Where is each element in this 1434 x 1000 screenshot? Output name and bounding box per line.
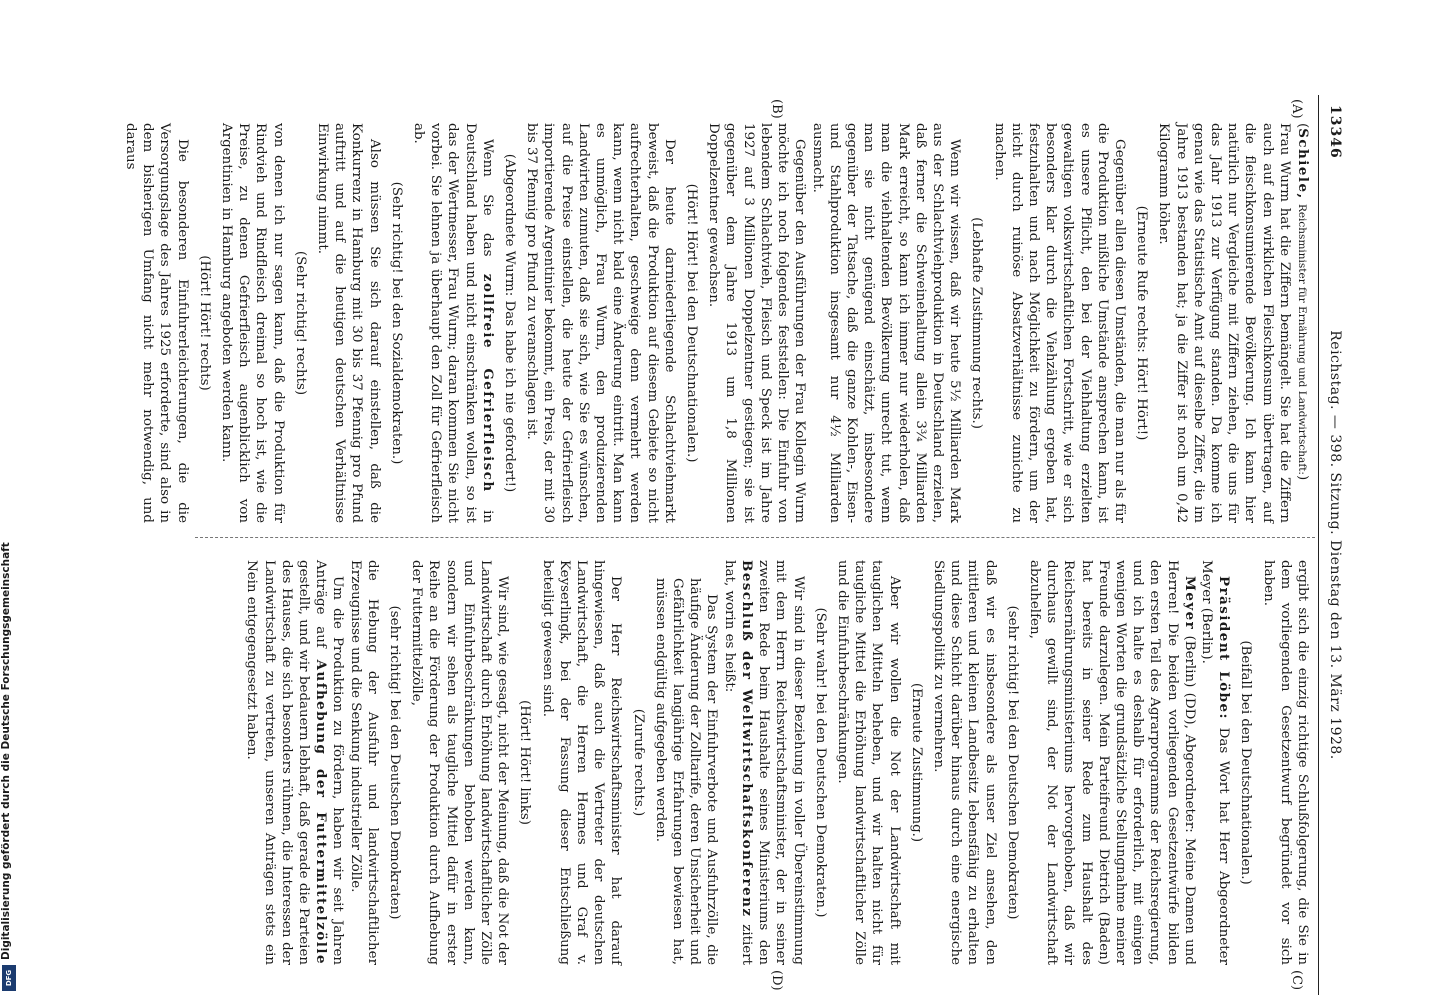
interjection: (Beifall bei den Deutschnationalen.) [1238,640,1254,885]
interjection: (sehr richtig! bei den Deutschen Demokraten) [1004,605,1020,920]
column-divider [195,537,1315,538]
paragraph: Frau Wurm hat die Ziffern bemängelt. Sie hat die Ziffern auch auf den wirklichen Fleischkonsum übertragen, auf die fleischkonsumierende Bevölkerung. Ich kann hier natürlich nur Vergleiche mit Ziffern ziehen, die uns für das Jahr 1913 zur Verfügung standen. Da komme ich genau wie das Statistische Amt auf dieselbe Ziffer, die im Jahre 1913 bestanden hat; ja die Ziffer ist noch um 0,42 Kilogramm höher. [1156,123,1292,523]
speaker-name: Schiele, [1295,128,1311,200]
paragraph: Der heute darniederliegende Schlachtviehmarkt beweist, daß die Produktion auf diesem Gebiete so nicht aufrechterhalten, geschweige denn vermehrt werden kann, wenn nicht bald eine Änderung eintritt. Man kann es unmöglich, Frau Wurm, den produzierenden Landwirten zumuten, daß sie sich, wie Sie es wünschen, auf die Preise einstellen, die heute der Gefrierfleisch importierende Argentinier bekommt, ein Preis, der mit 30 bis 37 Pfennig pro Pfund zu veranschlagen ist. [524,123,677,523]
paragraph: die Hebung der Ausfuhr und landwirtschaftlicher Erzeugnisse und die Senkung industrieller Zölle. [347,560,380,965]
margin-marker-c: (C) [1289,970,1304,991]
paragraph: Wir sind in dieser Beziehung in voller Übereinstimmung mit dem Herrn Reichswirtschaftsminister, der in seiner zweiten Rede beim Haushalte seines Ministeriums den Beschluß der Weltwirtschaftskonferenz zitiert hat, worin es heißt: [721,560,806,966]
page-number: 13346 [1327,105,1343,159]
speaker-line: Meyer (Berlin) (DD), Abgeordneter: Meine Damen und Herren! Die beiden vorliegenden Gesetzentwürfe bilden den ersten Teil des Agrarprogramms der Reichsregierung, und ich halte es deshalb für erforderlich, mit einigen wenigen Worten die grundsätzliche Stellungnahme meiner Freunde darzulegen. Mein Parteifreund Dietrich (Baden) hat bereits in seiner Rede zum Haushalt des Reichsernährungsministeriums hervorgehoben, daß wir durchaus gewillt sind, der Not der Landwirtschaft abzuhelfen, [1026,560,1198,965]
left-column [122,123,1311,523]
interjection: (Hört! Hört! rechts) [196,255,212,391]
paragraph: Gegenüber den Ausführungen der Frau Kollegin Wurm möchte ich noch folgendes feststellen: Die Einfuhr von lebendem Schlachtvieh, Fleisch und Speck ist im Jahre 1927 auf 3 Millionen Doppelzentner gestiegen; sie ist gegenüber dem Jahre 1913 um 1,8 Millionen Doppelzentner gewachsen. [706,123,808,523]
paragraph: Um die Produktion zu fördern, haben wir seit Jahren Anträge auf Aufhebung der Futtermittelzölle gestellt, und wir bedauern lebhaft, daß gerade die Parteien des Hauses, die sich besonders rühmen, die Interessen der Landwirtschaft zu vertreten, unseren Anträgen stets ein Nein entgegengesetzt haben. [244,560,346,965]
interjection: (Erneute Rufe rechts: Hört! Hört!) [1134,205,1150,441]
president-name: Präsident Löbe: [1216,576,1233,720]
paragraph: Gegenüber allen diesen Umständen, die man nur als für die Produktion mißliche Umstände ansprechen kann, ist es unsere Pflicht, den bei der Viehhaltung erzielten gewaltigen volkswirtschaftlichen Fortschritt, wie er sich besonders klar durch die Viehzählung ergeben hat, festzuhalten und nach Möglichkeit zu fördern, um der nicht durch ruinöse Absatzverhältnisse zunichte zu machen. [991,123,1127,523]
paragraph: ergibt sich die einzig richtige Schlußfolgerung, die Sie in dem vorliegenden Gesetzentwurf begründet vor sich haben. [1260,560,1310,965]
quotation: Das System der Einfuhrverbote und Ausfuhrzölle, die häufige Änderung der Zolltarife, deren Unsicherheit und Gefährlichkeit langjährige Erfahrungen bewiesen hat, müssen endgültig aufgegeben werden. [652,578,720,965]
paragraph: Der Herr Reichswirtschaftsminister hat darauf hingewiesen, daß auch die Vertreter der deutschen Landwirtschaft, die Herren Hermes und Graf v. Keyserlingk, bei der Fassung dieser Entschließung beteiligt gewesen sind. [539,560,624,965]
interjection: (Lebhafte Zustimmung rechts.) [969,217,985,429]
paragraph: Wenn wir wissen, daß wir heute 5½ Milliarden Mark aus der Schlachtviehproduktion in Deutschland erzielen, daß ferner die Schweinehaltung allein 3¾ Milliarden Mark erreicht, so kann ich immer nur wiederholen, daß man die viehhaltenden Bevölkerung unrecht tut, wenn man sie nicht genügend einschätzt, insbesondere gegenüber der Tatsache, daß die ganze Kohlen-, Eisen- und Stahlproduktion insgesamt nur 4½ Milliarden ausmacht. [809,123,963,523]
margin-marker-b: (B) [769,99,784,119]
paragraph: Wir sind, wie gesagt, nicht der Meinung, daß die Not der Landwirtschaft durch Erhöhung landwirtschaftlicher Zölle und Einfuhrbeschränkungen behoben werden kann, sondern wir sehen als taugliche Mittel dafür in erster Reihe an die Förderung der Produktion durch Aufhebung der Futtermittelzölle, [409,560,511,965]
interjection: (Hört! Hört! links) [517,700,533,825]
interjection: (Zurufe rechts.) [630,708,646,817]
interjection: (Erneute Zustimmung.) [908,682,924,843]
emphasis: Aufhebung der Futtermittelzölle [313,659,330,965]
emphasis: zollfreie Gefrierfleisch [479,273,496,493]
emphasis: Beschluß der Weltwirtschaftskonferenz [738,560,755,918]
interjection: (Sehr richtig! rechts) [292,250,308,396]
paragraph: von denen ich nur sagen kann, daß die Produktion für Rindvieh und Rindfleisch dreimal so hoch ist, wie die Preise, zu denen Gefrierfleisch augenblicklich von Argentinien in Hamburg angeboten werden kann. [219,123,286,523]
speaker-role: Reichsminister für Ernährung und Landwirtschaft: [1296,203,1308,475]
speaker-name: Meyer [1181,576,1198,631]
interjection: (sehr richtig! bei den Deutschen Demokraten) [387,605,403,920]
interjection: (Sehr wahr! bei den Deutschen Demokraten.) [812,607,828,918]
interjection: (Hört! Hört! bei den Deutschnationalen.) [684,183,700,463]
paragraph: Wenn Sie das zollfreie Gefrierfleisch in Deutschland haben und nicht einschränken wollen, so ist das der Wertmesser, Frau Wurm; daran kommen Sie nicht vorbei. Sie lehnen ja überhaupt den Zoll für Gefrierfleisch ab. [411,123,496,523]
paragraph: Aber wir wollen die Not der Landwirtschaft mit tauglichen Mitteln beheben, und wir halten nicht für taugliche Mittel die Erhöhung landwirtschaftlicher Zölle und die Einfuhrbeschränkungen. [834,560,902,965]
rotated-page [115,95,1345,995]
page-header [1318,95,1345,995]
paragraph: daß wir es insbesondere als unser Ziel ansehen, den mittleren und kleinen Landbesitz lebensfähig zu erhalten und diese Schicht darüber hinaus durch eine energische Siedlungspolitik zu vermehren. [930,560,998,965]
dfg-logo-icon: DFG [2,965,16,991]
interjection: (Abgeordnete Wurm: Das habe ich nie gefordert!) [502,153,518,493]
speaker-intro: (Schiele, Reichsminister für Ernährung und Landwirtschaft:) [1295,123,1311,481]
right-column [243,560,1311,965]
margin-marker-d: (D) [769,970,784,991]
president-line: Präsident Löbe: Das Wort hat Herr Abgeordneter Meyer (Berlin). [1198,560,1233,965]
digitization-credit: Digitalisierung gefördert durch die Deutsche Forschungsgemeinschaft [0,542,12,960]
interjection: (Sehr richtig! bei den Sozialdemokraten.) [388,181,404,465]
paragraph: Die besonderen Einfuhrerleichterungen, die die Versorgungslage des Jahres 1925 erforderte, sind also in dem bisherigen Umfang nicht mehr notwendig, und daraus [123,123,190,523]
page-title: Reichstag. — 398. Sitzung. Dienstag den 13. März 1928. [1327,330,1343,760]
paragraph: Also müssen Sie sich darauf einstellen, daß die Konkurrenz in Hamburg mit 30 bis 37 Pfennig pro Pfund auftritt und auf die heutigen deutschen Verhältnisse Einwirkung nimmt. [315,123,382,523]
margin-marker-a: (A) [1289,99,1304,119]
